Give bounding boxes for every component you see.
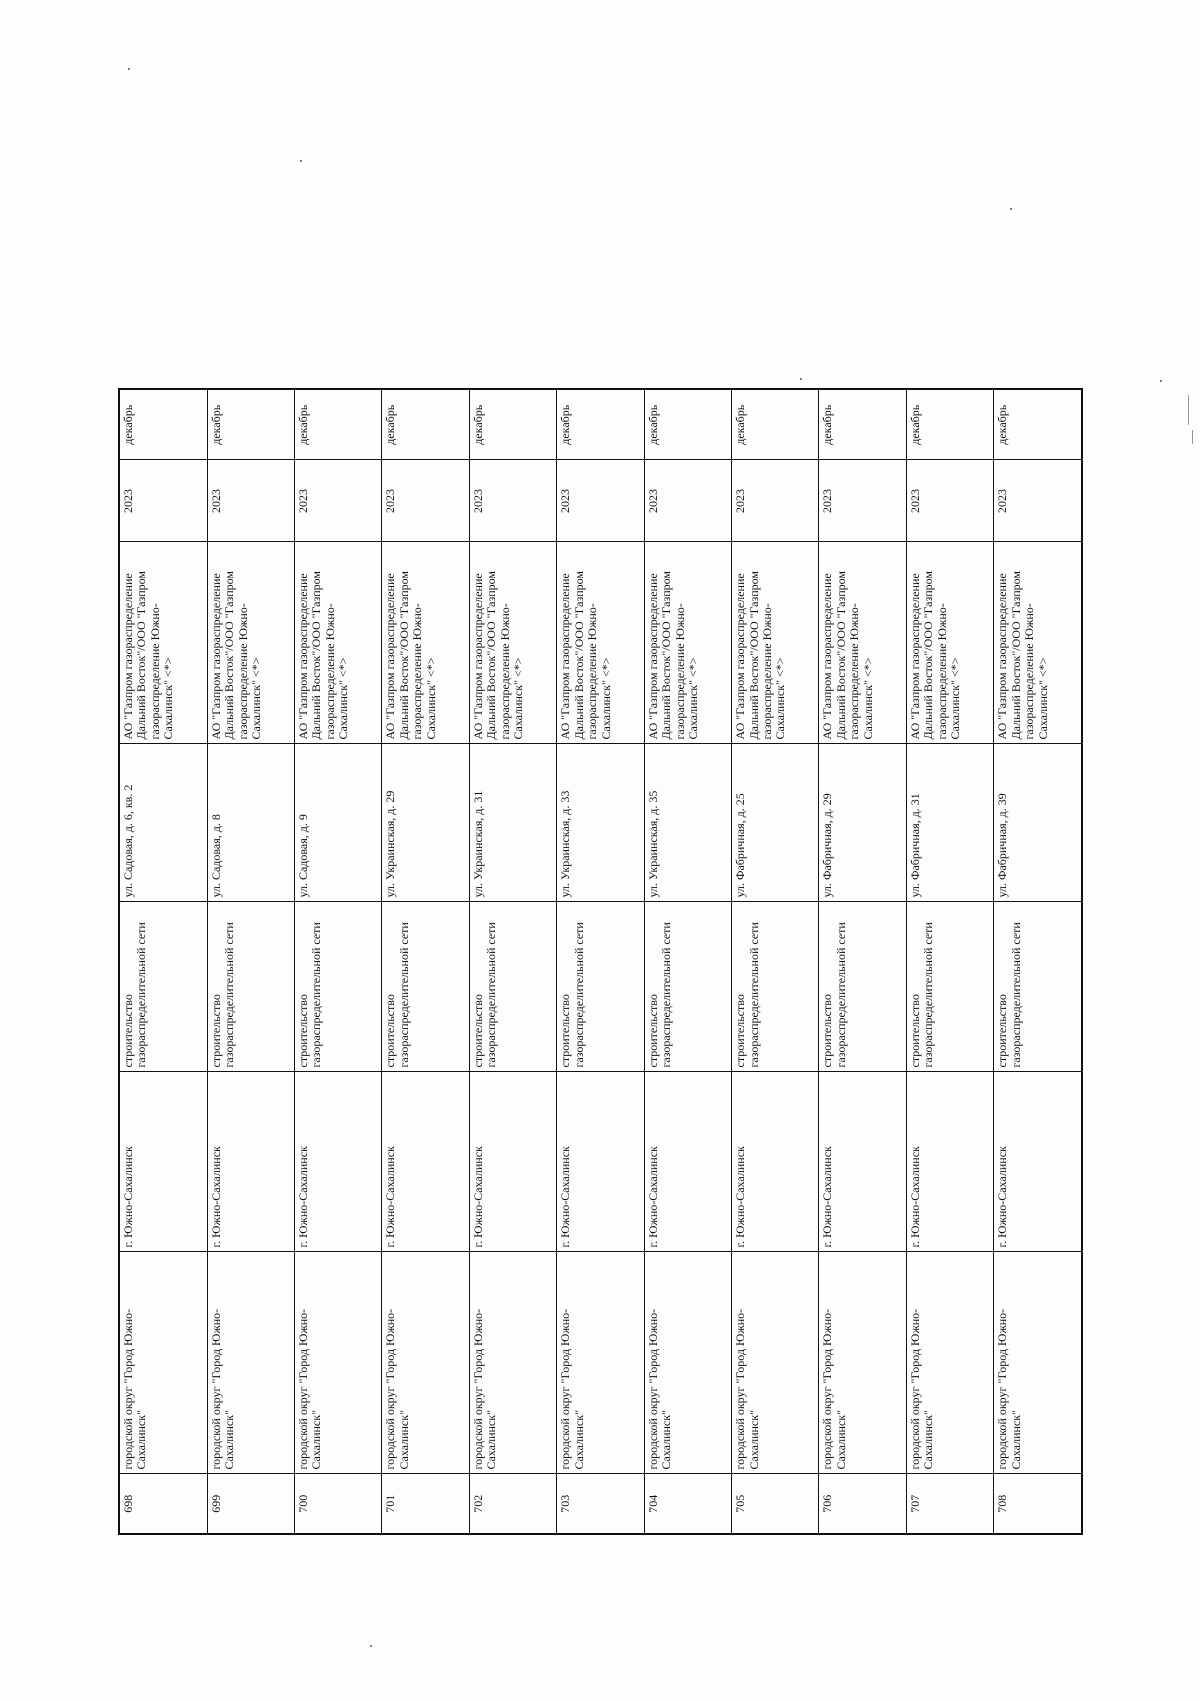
row-number-cell: 708 [994, 1474, 1082, 1534]
municipal-district-cell: городской округ "Город Южно-Сахалинск" [469, 1252, 556, 1474]
work-type-cell: строительство газораспределительной сети [819, 902, 906, 1072]
municipal-district-cell: городской округ "Город Южно-Сахалинск" [994, 1252, 1082, 1474]
row-number-cell: 703 [557, 1474, 644, 1534]
municipal-district-cell: городской округ "Город Южно-Сахалинск" [732, 1252, 819, 1474]
work-type-cell: строительство газораспределительной сети [557, 902, 644, 1072]
planned-month-cell: декабрь [119, 389, 207, 460]
settlement-cell: г. Южно-Сахалинск [906, 1072, 993, 1252]
municipal-district-cell: городской округ "Город Южно-Сахалинск" [819, 1252, 906, 1474]
settlement-cell: г. Южно-Сахалинск [207, 1072, 294, 1252]
work-type-cell: строительство газораспределительной сети [119, 902, 207, 1072]
municipal-district-cell: городской округ "Город Южно-Сахалинск" [207, 1252, 294, 1474]
work-type-cell: строительство газораспределительной сети [732, 902, 819, 1072]
object-address-cell: ул. Украинская, д. 31 [469, 744, 556, 902]
executing-organization-cell: АО "Газпром газораспределение Дальний Восток"/ООО "Газпром газораспределение Южно-Сахалинск" <*> [469, 542, 556, 744]
planned-year-cell: 2023 [119, 460, 207, 542]
settlement-cell: г. Южно-Сахалинск [295, 1072, 382, 1252]
municipal-district-cell: городской округ "Город Южно-Сахалинск" [644, 1252, 731, 1474]
work-type-cell: строительство газораспределительной сети [994, 902, 1082, 1072]
planned-month-cell: декабрь [207, 389, 294, 460]
planned-month-cell: декабрь [469, 389, 556, 460]
scan-speck [800, 378, 802, 380]
table-row [207, 389, 294, 1534]
table-row [906, 389, 993, 1534]
table-row [119, 389, 207, 1534]
work-type-cell: строительство газораспределительной сети [906, 902, 993, 1072]
scan-mark [1192, 430, 1193, 444]
planned-year-cell: 2023 [207, 460, 294, 542]
planned-month-cell: декабрь [295, 389, 382, 460]
settlement-cell: г. Южно-Сахалинск [382, 1072, 469, 1252]
executing-organization-cell: АО "Газпром газораспределение Дальний Восток"/ООО "Газпром газораспределение Южно-Сахалинск" <*> [732, 542, 819, 744]
planned-year-cell: 2023 [644, 460, 731, 542]
row-number-cell: 699 [207, 1474, 294, 1534]
planned-month-cell: декабрь [906, 389, 993, 460]
municipal-district-cell: городской округ "Город Южно-Сахалинск" [295, 1252, 382, 1474]
settlement-cell: г. Южно-Сахалинск [469, 1072, 556, 1252]
planned-month-cell: декабрь [819, 389, 906, 460]
table-row [819, 389, 906, 1534]
object-address-cell: ул. Украинская, д. 29 [382, 744, 469, 902]
table-row [295, 389, 382, 1534]
row-number-cell: 700 [295, 1474, 382, 1534]
settlement-cell: г. Южно-Сахалинск [119, 1072, 207, 1252]
work-type-cell: строительство газораспределительной сети [295, 902, 382, 1072]
object-address-cell: ул. Украинская, д. 33 [557, 744, 644, 902]
row-number-cell: 702 [469, 1474, 556, 1534]
row-number-cell: 698 [119, 1474, 207, 1534]
work-type-cell: строительство газораспределительной сети [207, 902, 294, 1072]
scan-mark [1188, 395, 1189, 425]
scan-speck [370, 1645, 372, 1647]
row-number-cell: 706 [819, 1474, 906, 1534]
executing-organization-cell: АО "Газпром газораспределение Дальний Восток"/ООО "Газпром газораспределение Южно-Сахалинск" <*> [819, 542, 906, 744]
rotated-table-wrapper [118, 390, 1083, 1535]
object-address-cell: ул. Фабричная, д. 39 [994, 744, 1082, 902]
planned-year-cell: 2023 [994, 460, 1082, 542]
object-address-cell: ул. Фабричная, д. 25 [732, 744, 819, 902]
planned-year-cell: 2023 [295, 460, 382, 542]
row-number-cell: 705 [732, 1474, 819, 1534]
settlement-cell: г. Южно-Сахалинск [644, 1072, 731, 1252]
planned-year-cell: 2023 [906, 460, 993, 542]
executing-organization-cell: АО "Газпром газораспределение Дальний Восток"/ООО "Газпром газораспределение Южно-Сахалинск" <*> [906, 542, 993, 744]
row-number-cell: 707 [906, 1474, 993, 1534]
planned-month-cell: декабрь [732, 389, 819, 460]
executing-organization-cell: АО "Газпром газораспределение Дальний Восток"/ООО "Газпром газораспределение Южно-Сахалинск" <*> [994, 542, 1082, 744]
planned-month-cell: декабрь [994, 389, 1082, 460]
object-address-cell: ул. Фабричная, д. 29 [819, 744, 906, 902]
row-number-cell: 704 [644, 1474, 731, 1534]
planned-month-cell: декабрь [557, 389, 644, 460]
table-row [644, 389, 731, 1534]
table-row [557, 389, 644, 1534]
planned-year-cell: 2023 [732, 460, 819, 542]
object-address-cell: ул. Украинская, д. 35 [644, 744, 731, 902]
object-address-cell: ул. Садовая, д. 6, кв. 2 [119, 744, 207, 902]
table-row [994, 389, 1082, 1534]
planned-year-cell: 2023 [819, 460, 906, 542]
municipal-district-cell: городской округ "Город Южно-Сахалинск" [557, 1252, 644, 1474]
scan-speck [128, 68, 130, 70]
municipal-district-cell: городской округ "Город Южно-Сахалинск" [119, 1252, 207, 1474]
executing-organization-cell: АО "Газпром газораспределение Дальний Восток"/ООО "Газпром газораспределение Южно-Сахалинск" <*> [295, 542, 382, 744]
planned-month-cell: декабрь [382, 389, 469, 460]
work-type-cell: строительство газораспределительной сети [644, 902, 731, 1072]
settlement-cell: г. Южно-Сахалинск [994, 1072, 1082, 1252]
table-row [732, 389, 819, 1534]
table-row [469, 389, 556, 1534]
executing-organization-cell: АО "Газпром газораспределение Дальний Восток"/ООО "Газпром газораспределение Южно-Сахалинск" <*> [207, 542, 294, 744]
scan-speck [1010, 208, 1012, 210]
executing-organization-cell: АО "Газпром газораспределение Дальний Восток"/ООО "Газпром газораспределение Южно-Сахалинск" <*> [644, 542, 731, 744]
executing-organization-cell: АО "Газпром газораспределение Дальний Восток"/ООО "Газпром газораспределение Южно-Сахалинск" <*> [557, 542, 644, 744]
municipal-district-cell: городской округ "Город Южно-Сахалинск" [382, 1252, 469, 1474]
scan-speck [1160, 380, 1162, 382]
gasification-table [118, 388, 1083, 1535]
row-number-cell: 701 [382, 1474, 469, 1534]
work-type-cell: строительство газораспределительной сети [469, 902, 556, 1072]
planned-year-cell: 2023 [469, 460, 556, 542]
object-address-cell: ул. Фабричная, д. 31 [906, 744, 993, 902]
planned-month-cell: декабрь [644, 389, 731, 460]
planned-year-cell: 2023 [382, 460, 469, 542]
work-type-cell: строительство газораспределительной сети [382, 902, 469, 1072]
executing-organization-cell: АО "Газпром газораспределение Дальний Восток"/ООО "Газпром газораспределение Южно-Сахалинск" <*> [382, 542, 469, 744]
table-row [382, 389, 469, 1534]
settlement-cell: г. Южно-Сахалинск [819, 1072, 906, 1252]
settlement-cell: г. Южно-Сахалинск [732, 1072, 819, 1252]
executing-organization-cell: АО "Газпром газораспределение Дальний Восток"/ООО "Газпром газораспределение Южно-Сахалинск" <*> [119, 542, 207, 744]
table-body [119, 389, 1082, 1534]
settlement-cell: г. Южно-Сахалинск [557, 1072, 644, 1252]
planned-year-cell: 2023 [557, 460, 644, 542]
object-address-cell: ул. Садовая, д. 8 [207, 744, 294, 902]
object-address-cell: ул. Садовая, д. 9 [295, 744, 382, 902]
scan-speck [300, 160, 302, 162]
municipal-district-cell: городской округ "Город Южно-Сахалинск" [906, 1252, 993, 1474]
